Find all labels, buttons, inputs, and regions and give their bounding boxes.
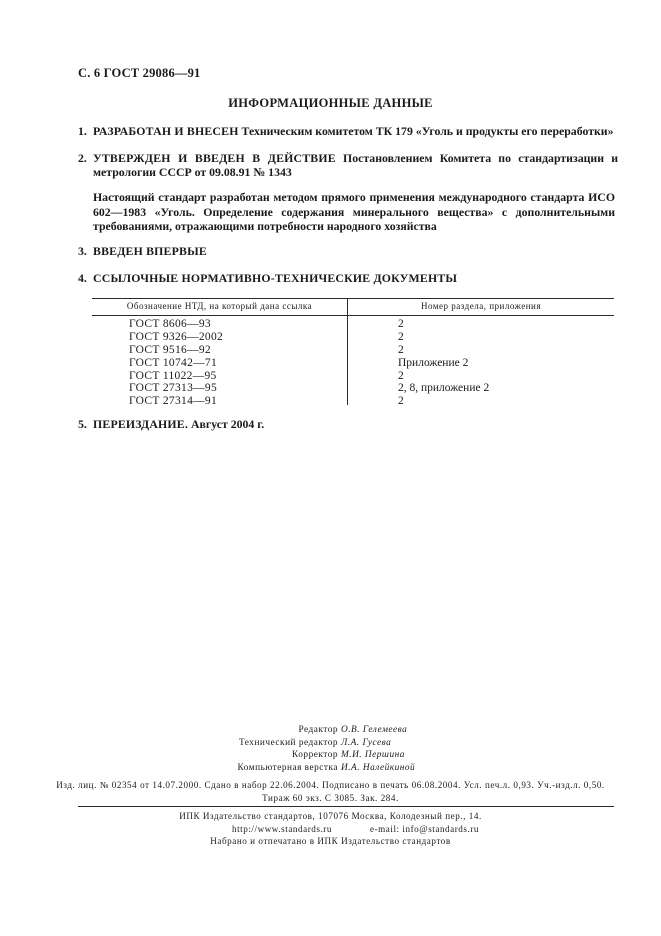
imprint-line: Тираж 60 экз. С 3085. Зак. 284. — [262, 792, 399, 803]
table-header-rule — [92, 315, 614, 316]
table-top-rule — [92, 298, 614, 299]
table-cell-section: 2 — [398, 369, 404, 382]
table-cell-document: ГОСТ 27314—91 — [129, 395, 218, 408]
editorial-credits — [0, 724, 661, 774]
credit-line — [0, 724, 661, 737]
item-heading: ПЕРЕИЗДАНИЕ. — [93, 417, 189, 431]
item-heading: УТВЕРЖДЕН И ВВЕДЕН В ДЕЙСТВИЕ — [93, 151, 336, 165]
item-heading: ВВЕДЕН ВПЕРВЫЕ — [93, 244, 207, 258]
table-cell-document: ГОСТ 9516—92 — [129, 343, 211, 356]
table-cell-section: 2 — [398, 330, 404, 343]
item-number: 4. — [78, 271, 87, 285]
item-2 — [78, 151, 618, 179]
standard-note: Настоящий стандарт разработан методом прямого применения международного стандарта ИСО 602—1983 «Уголь. Определение содержания минерального вещества» с дополнительными требованиями, отражающими потребности народного хозяйства — [93, 190, 615, 233]
table-cell-section: 2 — [398, 395, 404, 408]
publisher-address: ИПК Издательство стандартов, 107076 Москва, Колодезный пер., 14. — [179, 811, 482, 821]
credit-name: Л.А. Гусева — [341, 737, 392, 748]
credit-name: М.И. Першина — [341, 750, 405, 761]
table-cell-document: ГОСТ 10742—71 — [129, 356, 218, 369]
item-3 — [78, 244, 618, 258]
table-row — [92, 331, 614, 344]
item-text: Техническим комитетом ТК 179 «Уголь и продукты его переработки» — [238, 124, 614, 138]
table-cell-document: ГОСТ 9326—2002 — [129, 330, 224, 343]
table-row — [92, 395, 614, 408]
table-row — [92, 382, 614, 395]
imprint-line: Изд. лиц. № 02354 от 14.07.2000. Сдано в набор 22.06.2004. Подписано в печать 06.08.2004. Усл. печ.л. 0,93. Уч.-изд.л. 0,50. — [56, 780, 605, 790]
credit-name: И.А. Налейкиной — [341, 762, 416, 773]
item-text: Постановлением Комитета по стандартизации и метрологии СССР от 09.08.91 № 1343 — [93, 151, 619, 179]
table-cell-section: 2 — [398, 318, 404, 330]
item-text: Август 2004 г. — [188, 417, 265, 431]
table-row — [92, 318, 614, 331]
item-5 — [78, 417, 618, 431]
credit-line — [0, 737, 661, 750]
publisher-website: http://www.standards.ru — [232, 823, 332, 834]
table-body — [92, 318, 614, 408]
publisher-email: e-mail: info@standards.ru — [370, 823, 479, 834]
table-row — [92, 370, 614, 383]
item-heading: ССЫЛОЧНЫЕ НОРМАТИВНО-ТЕХНИЧЕСКИЕ ДОКУМЕНТЫ — [93, 271, 458, 285]
credit-name: О.В. Гелемеева — [341, 725, 408, 735]
footer-rule — [78, 806, 614, 807]
publisher-info — [0, 810, 661, 848]
table-cell-section: 2, 8, приложение 2 — [398, 382, 490, 395]
table-cell-document: ГОСТ 27313—95 — [129, 382, 218, 395]
table-header-document: Обозначение НТД, на который дана ссылка — [126, 301, 313, 311]
item-1 — [78, 124, 618, 138]
item-number: 3. — [78, 244, 87, 258]
credit-role: Корректор — [292, 750, 338, 761]
imprint — [0, 779, 661, 804]
item-number: 1. — [78, 124, 87, 138]
publisher-print-note: Набрано и отпечатано в ИПК Издательство стандартов — [210, 836, 451, 846]
credit-role: Редактор — [298, 725, 338, 735]
table-cell-section: 2 — [398, 343, 404, 356]
publisher-contacts — [0, 823, 661, 836]
credit-role: Компьютерная верстка — [237, 762, 338, 773]
credit-role: Технический редактор — [238, 737, 338, 748]
credit-line — [0, 762, 661, 775]
item-heading: РАЗРАБОТАН И ВНЕСЕН — [93, 124, 239, 138]
item-4 — [78, 271, 618, 285]
credit-line — [0, 749, 661, 762]
item-number: 5. — [78, 417, 87, 431]
table-header-section: Номер раздела, приложения — [421, 301, 541, 311]
table-cell-document: ГОСТ 8606—93 — [129, 318, 211, 330]
table-cell-document: ГОСТ 11022—95 — [129, 369, 217, 382]
table-row — [92, 344, 614, 357]
item-number: 2. — [78, 151, 87, 165]
table-row — [92, 357, 614, 370]
page-header: С. 6 ГОСТ 29086—91 — [78, 66, 201, 80]
section-title: ИНФОРМАЦИОННЫЕ ДАННЫЕ — [228, 96, 433, 110]
table-cell-section: Приложение 2 — [398, 356, 469, 369]
